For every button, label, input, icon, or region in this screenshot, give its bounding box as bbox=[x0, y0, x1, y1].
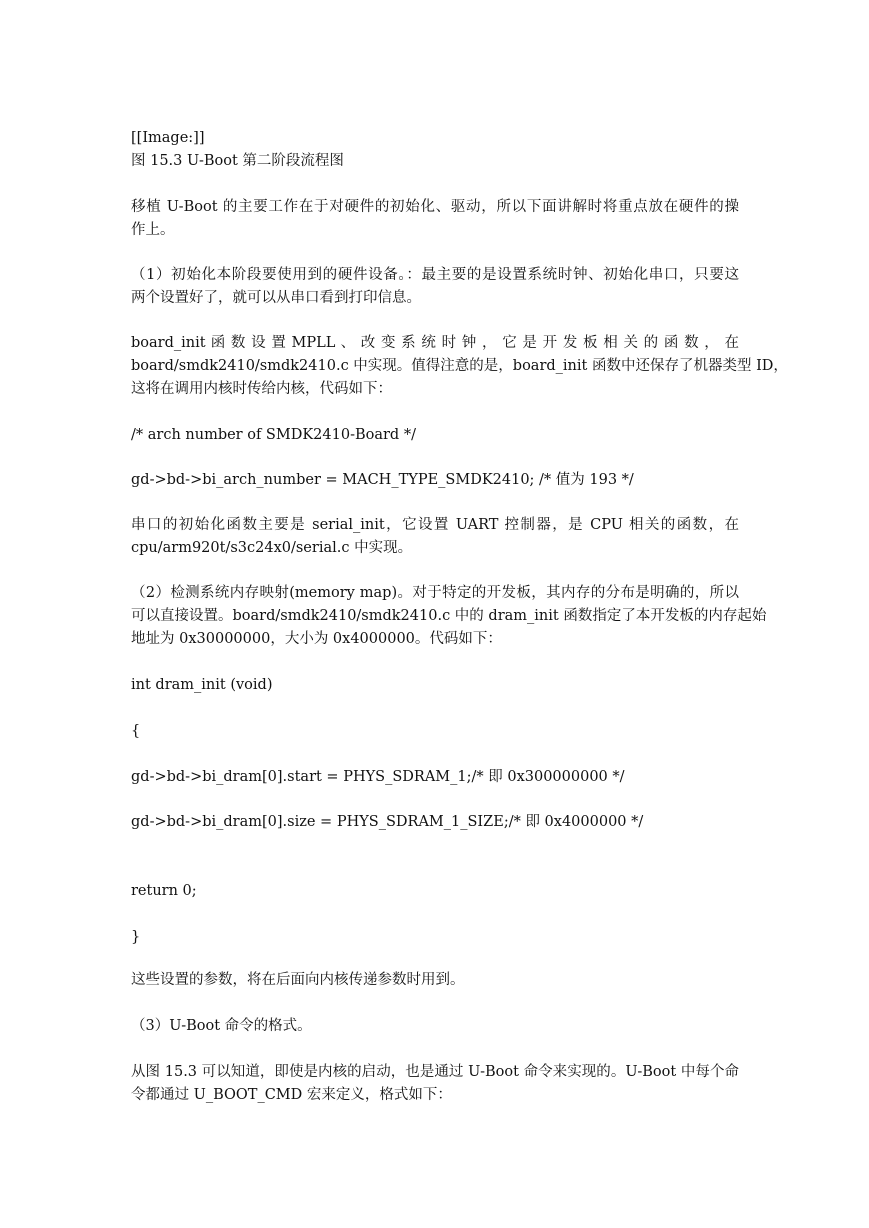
paragraph-step2-line-3: 地址为 0x30000000，大小为 0x4000000。代码如下： bbox=[131, 631, 502, 647]
code-dram-start-line: gd->bd->bi_dram[0].start = PHYS_SDRAM_1;/* 即 0x300000000 */ bbox=[131, 769, 625, 785]
paragraph-serial-line-1: 串口的初始化函数主要是 serial_init，它设置 UART 控制器，是 CPU 相关的函数，在 bbox=[131, 517, 739, 533]
image-placeholder: [[Image:]] bbox=[131, 130, 205, 146]
code-comment-arch-number: /* arch number of SMDK2410-Board */ bbox=[131, 427, 416, 443]
code-close-brace: } bbox=[131, 929, 141, 945]
paragraph-step3: （3）U-Boot 命令的格式。 bbox=[131, 1018, 312, 1034]
code-arch-number-assignment: gd->bd->bi_arch_number = MACH_TYPE_SMDK2410; /* 值为 193 */ bbox=[131, 472, 634, 488]
paragraph-step1-line-1: （1）初始化本阶段要使用到的硬件设备。：最主要的是设置系统时钟、初始化串口，只要这 bbox=[131, 267, 739, 283]
figure-caption: 图 15.3 U-Boot 第二阶段流程图 bbox=[131, 153, 344, 169]
paragraph-step1-line-2: 两个设置好了，就可以从串口看到打印信息。 bbox=[131, 290, 421, 306]
paragraph-intro-line-2: 作上。 bbox=[131, 222, 175, 238]
code-dram-init-signature: int dram_init (void) bbox=[131, 677, 273, 693]
code-dram-size-line: gd->bd->bi_dram[0].size = PHYS_SDRAM_1_SIZE;/* 即 0x4000000 */ bbox=[131, 814, 644, 830]
paragraph-commands-line-2: 令都通过 U_BOOT_CMD 宏来定义，格式如下： bbox=[131, 1087, 452, 1103]
paragraph-step2-line-2: 可以直接设置。board/smdk2410/smdk2410.c 中的 dram_init 函数指定了本开发板的内存起始 bbox=[131, 608, 767, 624]
paragraph-step2-line-1: （2）检测系统内存映射(memory map)。对于特定的开发板，其内存的分布是明确的，所以 bbox=[131, 585, 739, 601]
document-page bbox=[131, 0, 788, 1228]
paragraph-params-note: 这些设置的参数，将在后面向内核传递参数时用到。 bbox=[131, 972, 465, 988]
code-open-brace: { bbox=[131, 723, 141, 739]
paragraph-board-init-line-1: board_init 函 数 设 置 MPLL 、 改 变 系 统 时 钟 ， 它 是 开 发 板 相 关 的 函 数 ， 在 bbox=[131, 335, 739, 351]
paragraph-serial-line-2: cpu/arm920t/s3c24x0/serial.c 中实现。 bbox=[131, 540, 413, 556]
code-return-line: return 0; bbox=[131, 883, 197, 899]
paragraph-board-init-line-3: 这将在调用内核时传给内核，代码如下： bbox=[131, 381, 392, 397]
paragraph-commands-line-1: 从图 15.3 可以知道，即使是内核的启动，也是通过 U-Boot 命令来实现的。U-Boot 中每个命 bbox=[131, 1064, 739, 1080]
paragraph-board-init-line-2: board/smdk2410/smdk2410.c 中实现。值得注意的是，board_init 函数中还保存了机器类型 ID， bbox=[131, 358, 788, 374]
paragraph-intro-line-1: 移植 U-Boot 的主要工作在于对硬件的初始化、驱动，所以下面讲解时将重点放在硬件的操 bbox=[131, 199, 739, 215]
